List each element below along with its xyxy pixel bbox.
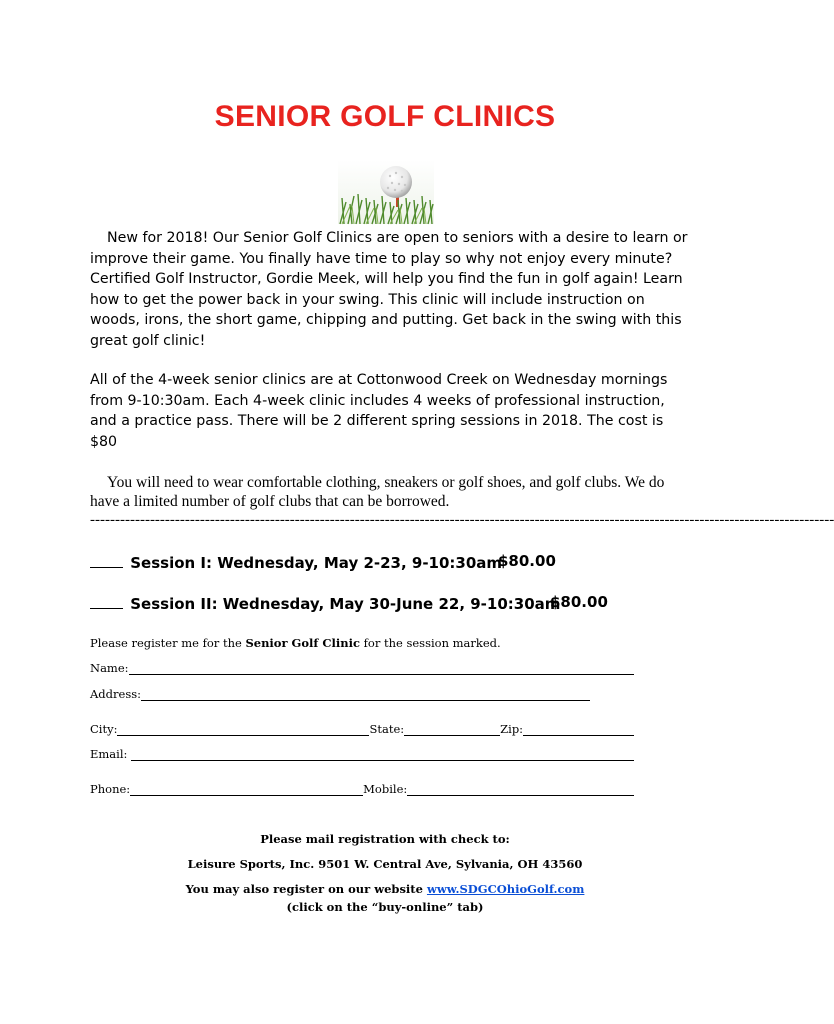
- website-line: [0, 882, 770, 896]
- email-row: [90, 747, 634, 761]
- session-1-checkbox-line[interactable]: [90, 552, 123, 568]
- page-title: SENIOR GOLF CLINICS: [214, 100, 556, 133]
- email-label: Email:: [90, 747, 128, 761]
- registration-intro-text: Please register me for the: [90, 636, 246, 650]
- online-note: (click on the “buy-online” tab): [286, 900, 484, 914]
- session-1-option[interactable]: [90, 552, 556, 572]
- session-2-checkbox-line[interactable]: [90, 593, 123, 609]
- session-2-option[interactable]: [90, 593, 608, 613]
- mobile-label: Mobile:: [363, 782, 408, 796]
- attire-paragraph: You will need to wear comfortable clothing, sneakers or golf shoes, and golf clubs. We do have a limited number of golf clubs that can be borrowed.: [90, 474, 665, 510]
- mailing-address: Leisure Sports, Inc. 9501 W. Central Ave, Sylvania, OH 43560: [187, 857, 583, 871]
- address-row: [90, 687, 590, 701]
- registration-intro-text-end: for the session marked.: [359, 636, 501, 650]
- address-label: Address:: [90, 687, 142, 701]
- session-2-price: $80.00: [550, 593, 608, 611]
- website-prefix: You may also register on our website: [185, 882, 427, 896]
- email-field[interactable]: [131, 748, 634, 761]
- session-1-label: Session I: Wednesday, May 2-23, 9-10:30am: [130, 554, 503, 572]
- zip-field[interactable]: [523, 723, 634, 736]
- phone-label: Phone:: [90, 782, 131, 796]
- zip-label: Zip:: [500, 722, 524, 736]
- registration-intro: [90, 636, 501, 650]
- details-paragraph: All of the 4-week senior clinics are at Cottonwood Creek on Wednesday mornings from 9-10:30am. Each 4-week clinic includes 4 weeks of professional instruction, and a practice pass. There will be 2 different spring sessions in 2018. The cost is $80: [90, 372, 668, 450]
- name-field[interactable]: [129, 662, 634, 675]
- session-2-label: Session II: Wednesday, May 30-June 22, 9-10:30am: [130, 595, 561, 613]
- state-label: State:: [369, 722, 405, 736]
- intro-paragraph: New for 2018! Our Senior Golf Clinics are open to seniors with a desire to learn or improve their game. You finally have time to play so why not enjoy every minute? Certified Golf Instructor, Gordie Meek, will help you find the fun in golf again! Learn how to get the power back in your swing. This clinic will include instruction on woods, irons, the short game, chipping and putting. Get back in the swing with this great golf clinic!: [90, 230, 688, 349]
- phone-mobile-row: [90, 782, 634, 796]
- dashed-divider: -----------------------------------------------------------------------------------------------------------------------------------------------------: [90, 512, 834, 528]
- city-state-zip-row: [90, 722, 634, 736]
- mobile-field[interactable]: [407, 783, 634, 796]
- name-label: Name:: [90, 661, 129, 675]
- registration-clinic-name: Senior Golf Clinic: [245, 636, 360, 650]
- address-field[interactable]: [141, 688, 590, 701]
- session-1-price: $80.00: [498, 552, 556, 570]
- website-link[interactable]: www.SDGCOhioGolf.com: [426, 882, 585, 896]
- city-label: City:: [90, 722, 118, 736]
- city-field[interactable]: [117, 723, 369, 736]
- state-field[interactable]: [404, 723, 500, 736]
- phone-field[interactable]: [130, 783, 363, 796]
- golf-ball-on-tee-in-grass-image: [338, 160, 434, 224]
- name-row: [90, 661, 634, 675]
- mail-instruction: Please mail registration with check to:: [260, 832, 510, 846]
